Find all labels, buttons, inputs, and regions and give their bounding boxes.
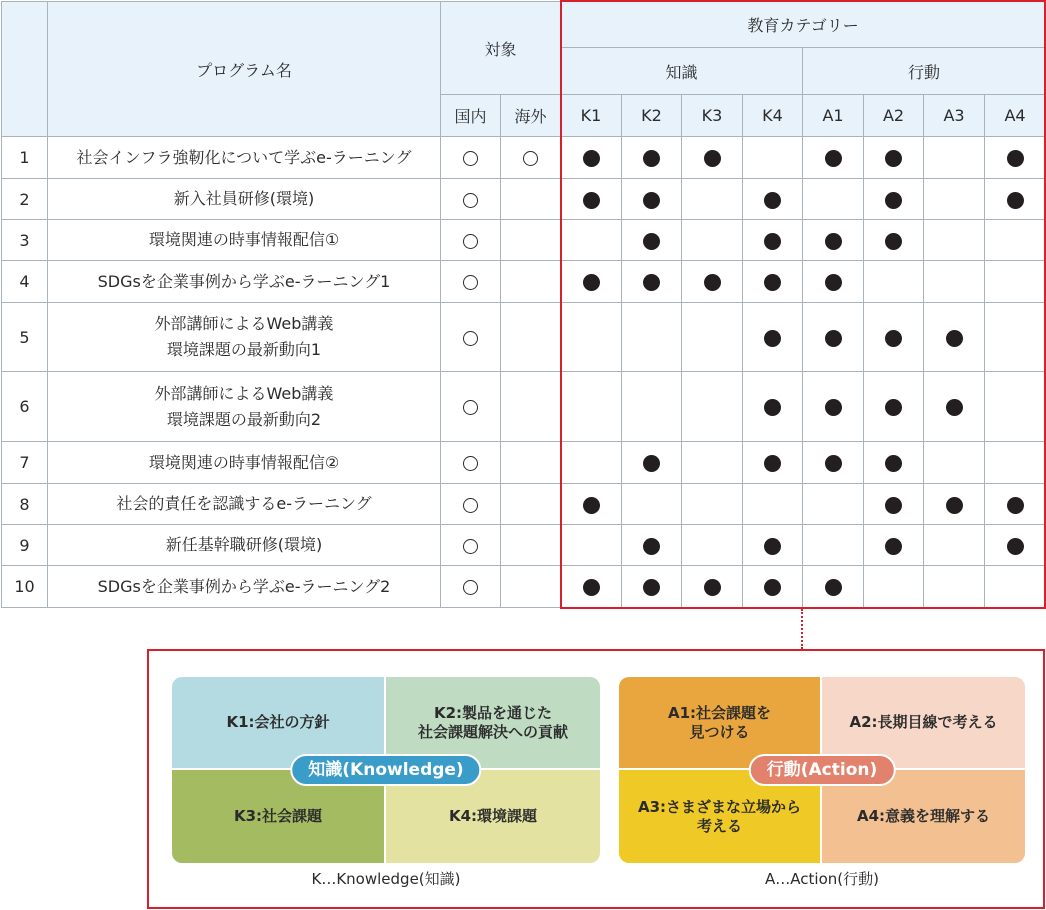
overseas-cell — [501, 525, 561, 566]
domestic-cell — [441, 179, 501, 220]
k1-cell — [561, 525, 622, 566]
row-number: 4 — [2, 261, 48, 303]
knowledge-legend — [172, 677, 600, 863]
row-number: 10 — [2, 566, 48, 608]
k4-cell — [743, 179, 803, 220]
open-circle-icon — [523, 151, 538, 166]
k4-cell — [743, 525, 803, 566]
table-row — [2, 372, 1046, 442]
k1-cell — [561, 566, 622, 608]
a4-cell — [985, 372, 1046, 442]
filled-circle-icon — [764, 455, 781, 472]
a3-cell — [924, 484, 985, 525]
program-name-line: 外部講師によるWeb講義 — [154, 314, 334, 333]
domestic-cell — [441, 566, 501, 608]
a4-cell — [985, 261, 1046, 303]
a4-cell — [985, 179, 1046, 220]
a1-header: A1 — [803, 95, 864, 137]
row-number: 2 — [2, 179, 48, 220]
k3-cell — [682, 442, 743, 484]
k4-cell — [743, 220, 803, 261]
k2-cell — [622, 566, 682, 608]
program-name-line: 新任基幹職研修(環境) — [165, 535, 323, 554]
knowledge-caption: K…Knowledge(知識) — [311, 870, 461, 888]
a3-cell — [924, 261, 985, 303]
k1-cell — [561, 303, 622, 372]
filled-circle-icon — [825, 150, 842, 167]
program-name — [48, 566, 441, 608]
k2-cell — [622, 220, 682, 261]
filled-circle-icon — [643, 192, 660, 209]
filled-circle-icon — [583, 192, 600, 209]
program-name-line: 新入社員研修(環境) — [173, 189, 315, 208]
table-row — [2, 484, 1046, 525]
action-legend — [619, 677, 1025, 863]
a2-cell — [864, 220, 924, 261]
filled-circle-icon — [946, 497, 963, 514]
k2-cell — [622, 261, 682, 303]
open-circle-icon — [463, 456, 478, 471]
a4-cell — [985, 220, 1046, 261]
a4-quadrant: A4:意義を理解する — [822, 770, 1025, 863]
a1-cell — [803, 137, 864, 179]
filled-circle-icon — [885, 455, 902, 472]
domestic-cell — [441, 484, 501, 525]
domestic-cell — [441, 442, 501, 484]
k1-cell — [561, 137, 622, 179]
k3-cell — [682, 566, 743, 608]
program-name — [48, 303, 441, 372]
row-number: 9 — [2, 525, 48, 566]
k2-header: K2 — [622, 95, 682, 137]
a1-cell — [803, 525, 864, 566]
a4-cell — [985, 484, 1046, 525]
category-header: 教育カテゴリー — [561, 2, 1046, 48]
domestic-header: 国内 — [441, 95, 501, 137]
domestic-cell — [441, 220, 501, 261]
open-circle-icon — [463, 275, 478, 290]
a3-quadrant: A3:さまざまな立場から 考える — [619, 770, 822, 863]
k4-cell — [743, 442, 803, 484]
filled-circle-icon — [885, 192, 902, 209]
filled-circle-icon — [1007, 150, 1024, 167]
a2-quadrant: A2:長期目線で考える — [822, 677, 1025, 770]
filled-circle-icon — [704, 150, 721, 167]
k4-cell — [743, 303, 803, 372]
a4-cell — [985, 525, 1046, 566]
row-number: 8 — [2, 484, 48, 525]
program-name-line: 社会的責任を認識するe-ラーニング — [116, 494, 372, 513]
table-row — [2, 303, 1046, 372]
a1-quadrant: A1:社会課題を 見つける — [619, 677, 822, 770]
table-row — [2, 525, 1046, 566]
filled-circle-icon — [885, 538, 902, 555]
domestic-cell — [441, 261, 501, 303]
a2-header: A2 — [864, 95, 924, 137]
a2-cell — [864, 179, 924, 220]
program-name-line: 社会インフラ強靭化について学ぶe-ラーニング — [76, 147, 412, 167]
domestic-cell — [441, 525, 501, 566]
a1-cell — [803, 220, 864, 261]
overseas-cell — [501, 179, 561, 220]
k2-cell — [622, 372, 682, 442]
a2-cell — [864, 372, 924, 442]
k1-cell — [561, 442, 622, 484]
a4-cell — [985, 137, 1046, 179]
filled-circle-icon — [885, 330, 902, 347]
a3-header: A3 — [924, 95, 985, 137]
target-header: 対象 — [441, 2, 561, 95]
program-name-line: 環境関連の時事情報配信① — [148, 230, 340, 249]
k3-cell — [682, 303, 743, 372]
overseas-header: 海外 — [501, 95, 561, 137]
program-table — [1, 1, 1046, 608]
filled-circle-icon — [643, 150, 660, 167]
open-circle-icon — [463, 539, 478, 554]
overseas-cell — [501, 261, 561, 303]
k1-header: K1 — [561, 95, 622, 137]
program-name — [48, 442, 441, 484]
filled-circle-icon — [1007, 497, 1024, 514]
overseas-cell — [501, 220, 561, 261]
knowledge-pill: 知識(Knowledge) — [290, 754, 481, 786]
program-name-line: 環境課題の最新動向1 — [166, 340, 322, 359]
a3-cell — [924, 442, 985, 484]
table-row — [2, 137, 1046, 179]
row-number-header — [2, 2, 48, 137]
open-circle-icon — [463, 498, 478, 513]
a1-cell — [803, 261, 864, 303]
filled-circle-icon — [583, 274, 600, 291]
a3-cell — [924, 220, 985, 261]
overseas-cell — [501, 372, 561, 442]
k3-cell — [682, 220, 743, 261]
filled-circle-icon — [825, 330, 842, 347]
k1-quadrant: K1:会社の方針 — [172, 677, 386, 770]
k3-cell — [682, 372, 743, 442]
program-name-line: 環境関連の時事情報配信② — [148, 452, 340, 472]
action-caption: A…Action(行動) — [765, 870, 879, 888]
action-header: 行動 — [803, 48, 1046, 95]
open-circle-icon — [463, 193, 478, 208]
domestic-cell — [441, 303, 501, 372]
program-name-line: SDGsを企業事例から学ぶe-ラーニング2 — [97, 576, 391, 596]
k2-cell — [622, 137, 682, 179]
a2-cell — [864, 137, 924, 179]
a1-cell — [803, 484, 864, 525]
k1-cell — [561, 179, 622, 220]
filled-circle-icon — [643, 538, 660, 555]
filled-circle-icon — [764, 330, 781, 347]
overseas-cell — [501, 484, 561, 525]
filled-circle-icon — [885, 399, 902, 416]
filled-circle-icon — [764, 579, 781, 596]
filled-circle-icon — [764, 192, 781, 209]
a4-cell — [985, 442, 1046, 484]
filled-circle-icon — [825, 579, 842, 596]
k2-cell — [622, 484, 682, 525]
filled-circle-icon — [1007, 192, 1024, 209]
filled-circle-icon — [583, 497, 600, 514]
filled-circle-icon — [764, 399, 781, 416]
filled-circle-icon — [946, 399, 963, 416]
a2-cell — [864, 442, 924, 484]
program-name — [48, 372, 441, 442]
k2-cell — [622, 525, 682, 566]
open-circle-icon — [463, 331, 478, 346]
a2-cell — [864, 566, 924, 608]
program-name — [48, 261, 441, 303]
a2-cell — [864, 303, 924, 372]
a1-cell — [803, 303, 864, 372]
filled-circle-icon — [764, 233, 781, 250]
row-number: 3 — [2, 220, 48, 261]
k2-cell — [622, 303, 682, 372]
k3-cell — [682, 484, 743, 525]
table-row — [2, 261, 1046, 303]
filled-circle-icon — [583, 579, 600, 596]
filled-circle-icon — [583, 150, 600, 167]
filled-circle-icon — [643, 274, 660, 291]
open-circle-icon — [463, 580, 478, 595]
filled-circle-icon — [643, 233, 660, 250]
a3-cell — [924, 566, 985, 608]
a1-cell — [803, 442, 864, 484]
filled-circle-icon — [825, 455, 842, 472]
program-name — [48, 484, 441, 525]
table-row — [2, 442, 1046, 484]
filled-circle-icon — [764, 274, 781, 291]
program-name-line: 外部講師によるWeb講義 — [154, 383, 334, 403]
filled-circle-icon — [704, 274, 721, 291]
k4-cell — [743, 566, 803, 608]
program-name-line: 環境課題の最新動向2 — [166, 409, 322, 429]
table-row — [2, 220, 1046, 261]
filled-circle-icon — [643, 455, 660, 472]
domestic-cell — [441, 137, 501, 179]
k4-header: K4 — [743, 95, 803, 137]
k3-cell — [682, 137, 743, 179]
overseas-cell — [501, 137, 561, 179]
overseas-cell — [501, 566, 561, 608]
k2-cell — [622, 442, 682, 484]
k1-cell — [561, 484, 622, 525]
row-number: 1 — [2, 137, 48, 179]
a3-cell — [924, 372, 985, 442]
k3-cell — [682, 261, 743, 303]
a1-cell — [803, 179, 864, 220]
a2-cell — [864, 525, 924, 566]
filled-circle-icon — [946, 330, 963, 347]
k4-cell — [743, 372, 803, 442]
table-row — [2, 566, 1046, 608]
domestic-cell — [441, 372, 501, 442]
a2-cell — [864, 261, 924, 303]
a4-cell — [985, 303, 1046, 372]
filled-circle-icon — [1007, 538, 1024, 555]
overseas-cell — [501, 303, 561, 372]
program-name — [48, 525, 441, 566]
k1-cell — [561, 220, 622, 261]
k4-quadrant: K4:環境課題 — [386, 770, 600, 863]
filled-circle-icon — [825, 399, 842, 416]
knowledge-header: 知識 — [561, 48, 803, 95]
open-circle-icon — [463, 400, 478, 415]
k1-cell — [561, 261, 622, 303]
k2-quadrant: K2:製品を通じた 社会課題解決への貢献 — [386, 677, 600, 770]
a4-cell — [985, 566, 1046, 608]
program-name-line: SDGsを企業事例から学ぶe-ラーニング1 — [97, 271, 391, 291]
a1-cell — [803, 372, 864, 442]
a3-cell — [924, 303, 985, 372]
filled-circle-icon — [885, 233, 902, 250]
a3-cell — [924, 525, 985, 566]
program-name — [48, 179, 441, 220]
k4-cell — [743, 137, 803, 179]
connector-dotted-line — [801, 609, 803, 649]
row-number: 7 — [2, 442, 48, 484]
filled-circle-icon — [704, 579, 721, 596]
a2-cell — [864, 484, 924, 525]
row-number: 6 — [2, 372, 48, 442]
a3-cell — [924, 137, 985, 179]
filled-circle-icon — [764, 538, 781, 555]
row-number: 5 — [2, 303, 48, 372]
k4-cell — [743, 261, 803, 303]
filled-circle-icon — [643, 579, 660, 596]
k3-quadrant: K3:社会課題 — [172, 770, 386, 863]
k3-cell — [682, 525, 743, 566]
filled-circle-icon — [885, 497, 902, 514]
filled-circle-icon — [885, 150, 902, 167]
k4-cell — [743, 484, 803, 525]
a3-cell — [924, 179, 985, 220]
program-name — [48, 137, 441, 179]
program-name — [48, 220, 441, 261]
open-circle-icon — [463, 151, 478, 166]
filled-circle-icon — [825, 233, 842, 250]
open-circle-icon — [463, 234, 478, 249]
overseas-cell — [501, 442, 561, 484]
action-pill: 行動(Action) — [749, 754, 896, 786]
k3-header: K3 — [682, 95, 743, 137]
filled-circle-icon — [825, 274, 842, 291]
k1-cell — [561, 372, 622, 442]
a4-header: A4 — [985, 95, 1046, 137]
table-row — [2, 179, 1046, 220]
program-rows — [2, 137, 1046, 608]
k2-cell — [622, 179, 682, 220]
k3-cell — [682, 179, 743, 220]
a1-cell — [803, 566, 864, 608]
program-name-header: プログラム名 — [48, 2, 441, 137]
